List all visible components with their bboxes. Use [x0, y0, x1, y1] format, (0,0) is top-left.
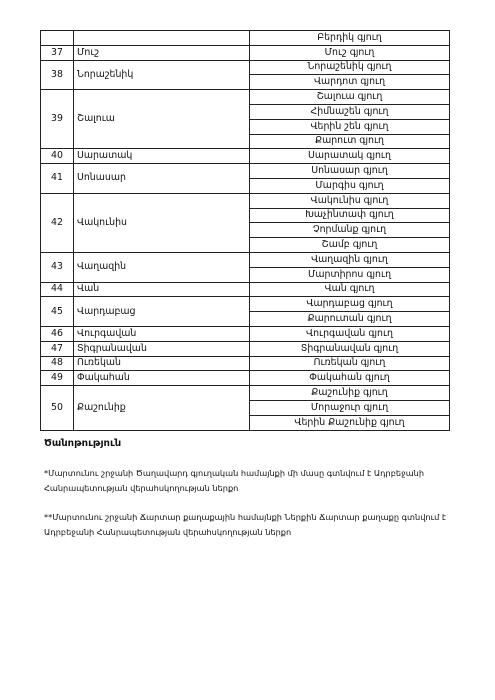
village-cell: Սարատակ գյուղ — [250, 149, 450, 164]
community-name-cell: Վաղազին — [74, 252, 250, 282]
village-cell: Մարտիրոս գյուղ — [250, 267, 450, 282]
number-cell: 37 — [41, 45, 74, 60]
village-cell: Խաչինտափ գյուղ — [250, 208, 450, 223]
village-cell: Վերին շեն գյուղ — [250, 119, 450, 134]
community-name-cell: Շալուա — [74, 90, 250, 149]
village-cell: Սոնասար գյուղ — [250, 164, 450, 179]
number-cell: 41 — [41, 164, 74, 194]
village-cell: Վաղազին գյուղ — [250, 252, 450, 267]
village-cell: Վարդոտ գյուղ — [250, 75, 450, 90]
community-name-cell: Վուրգավան — [74, 326, 250, 341]
number-cell: 50 — [41, 386, 74, 430]
table-row — [41, 282, 450, 297]
community-name-cell: Նորաշենիկ — [74, 60, 250, 90]
village-cell: Մարգիս գյուղ — [250, 178, 450, 193]
number-cell: 40 — [41, 149, 74, 164]
community-name-cell: Վարդաբաց — [74, 297, 250, 327]
table-row — [41, 326, 450, 341]
village-cell: Հիմնաշեն գյուղ — [250, 104, 450, 119]
number-cell: 44 — [41, 282, 74, 297]
table-row — [41, 45, 450, 60]
table-row — [41, 60, 450, 75]
table-row — [41, 371, 450, 386]
village-cell: Մուշ գյուղ — [250, 45, 450, 60]
village-cell: Ուռեկան գյուղ — [250, 356, 450, 371]
number-cell: 48 — [41, 356, 74, 371]
number-cell: 45 — [41, 297, 74, 327]
number-cell — [41, 31, 74, 46]
table-row — [41, 149, 450, 164]
village-cell: Շալուա գյուղ — [250, 90, 450, 105]
village-cell: Վան գյուղ — [250, 282, 450, 297]
number-cell: 46 — [41, 326, 74, 341]
village-cell: Վուրգավան գյուղ — [250, 326, 450, 341]
table-row — [41, 193, 450, 208]
village-cell: Վարդաբաց գյուղ — [250, 297, 450, 312]
number-cell: 42 — [41, 193, 74, 252]
village-cell: Վակունիս գյուղ — [250, 193, 450, 208]
village-cell: Քարուտ գյուղ — [250, 134, 450, 149]
village-cell: Շամբ գյուղ — [250, 238, 450, 253]
community-name-cell: Ուռեկան — [74, 356, 250, 371]
village-cell: Չորմանք գյուղ — [250, 223, 450, 238]
table-row — [41, 252, 450, 267]
table-row — [41, 356, 450, 371]
community-name-cell: Քաշունիք — [74, 386, 250, 430]
communities-table — [40, 30, 450, 431]
number-cell: 47 — [41, 341, 74, 356]
village-cell: Նորաշենիկ գյուղ — [250, 60, 450, 75]
table-row — [41, 164, 450, 179]
footnote-2: **Մարտունու շրջանի Ճարտար քաղաքային համայնքի Ներքին Ճարտար քաղաքը գտնվում է Ադրբեջանի Հանրապետության վերահսկողության ներքո — [44, 512, 447, 537]
community-name-cell: Փակահան — [74, 371, 250, 386]
number-cell: 39 — [41, 90, 74, 149]
number-cell: 43 — [41, 252, 74, 282]
number-cell: 38 — [41, 60, 74, 90]
community-name-cell: Վակունիս — [74, 193, 250, 252]
table-row — [41, 341, 450, 356]
village-cell: Տիգրանավան գյուղ — [250, 341, 450, 356]
community-name-cell: Սարատակ — [74, 149, 250, 164]
communities-table-body — [41, 31, 450, 431]
table-row — [41, 297, 450, 312]
village-cell: Վերին Քաշունիք գյուղ — [250, 415, 450, 430]
village-cell: Փակահան գյուղ — [250, 371, 450, 386]
number-cell: 49 — [41, 371, 74, 386]
table-row — [41, 386, 450, 401]
village-cell: Քարուտան գյուղ — [250, 312, 450, 327]
community-name-cell: Վան — [74, 282, 250, 297]
community-name-cell: Տիգրանավան — [74, 341, 250, 356]
village-cell: Մորաջուր գյուղ — [250, 400, 450, 415]
footnote-1: *Մարտունու շրջանի Ծաղավարդ գյուղական համայնքի մի մասը գտնվում է Ադրբեջանի Հանրապետության վերահսկողության ներքո — [44, 468, 425, 493]
table-row — [41, 90, 450, 105]
community-name-cell: Սոնասար — [74, 164, 250, 194]
community-name-cell: Մուշ — [74, 45, 250, 60]
village-cell: Բերդիկ գյուղ — [250, 31, 450, 46]
notes-title: Ծանոթություն — [44, 438, 122, 449]
village-cell: Քաշունիք գյուղ — [250, 386, 450, 401]
table-row — [41, 31, 450, 46]
community-name-cell — [74, 31, 250, 46]
